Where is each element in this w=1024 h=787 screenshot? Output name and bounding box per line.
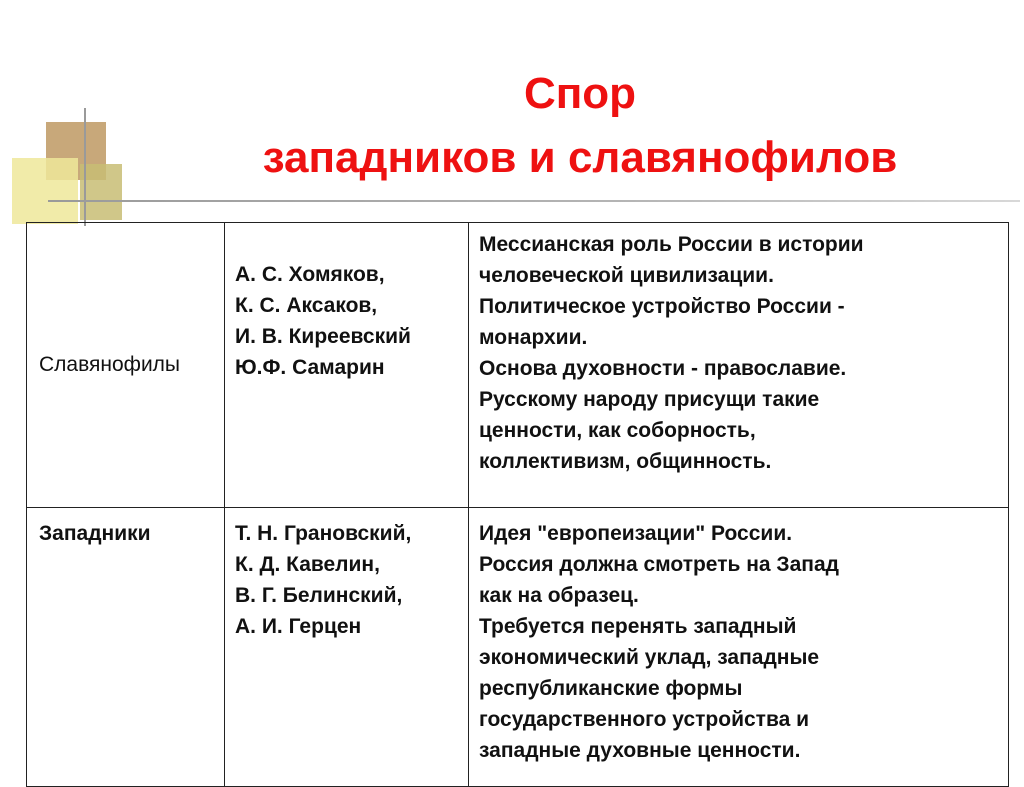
idea-line: Мессианская роль России в истории (479, 233, 864, 256)
decor-vertical-line (84, 108, 86, 226)
person-name: А. С. Хомяков, (235, 263, 385, 286)
table-row-westernizers (27, 508, 1009, 787)
group-cell (27, 223, 225, 508)
idea-line: как на образец. (479, 584, 639, 607)
slide-title-line-2: западников и славянофилов (262, 133, 898, 182)
people-cell (225, 508, 469, 787)
idea-line: человеческой цивилизации. (479, 264, 774, 287)
idea-line: Требуется перенять западный (479, 615, 797, 638)
person-name: К. С. Аксаков, (235, 294, 378, 317)
people-cell (225, 223, 469, 508)
idea-line: государственного устройства и (479, 708, 810, 731)
idea-line: Политическое устройство России - (479, 295, 845, 318)
person-name: В. Г. Белинский, (235, 584, 403, 607)
idea-line: Основа духовности - православие. (479, 357, 847, 380)
ideas-cell (469, 508, 1009, 787)
ideas-cell (469, 223, 1009, 508)
group-cell (27, 508, 225, 787)
idea-line: западные духовные ценности. (479, 739, 801, 762)
idea-line: ценности, как соборность, (479, 419, 756, 442)
idea-line: Россия должна смотреть на Запад (479, 553, 839, 576)
slide-title (160, 62, 1000, 190)
person-name: Т. Н. Грановский, (235, 522, 412, 545)
person-name: К. Д. Кавелин, (235, 553, 380, 576)
decor-square-yellow (12, 158, 78, 224)
decor-square-olive (80, 164, 122, 220)
idea-line: экономический уклад, западные (479, 646, 820, 669)
idea-line: Русскому народу присущи такие (479, 388, 820, 411)
person-name: И. В. Киреевский (235, 325, 411, 348)
person-name: А. И. Герцен (235, 615, 362, 638)
group-name: Западники (39, 522, 151, 545)
person-name: Ю.Ф. Самарин (235, 356, 385, 379)
idea-line: республиканские формы (479, 677, 743, 700)
table-row-slavophiles (27, 223, 1009, 508)
idea-line: Идея "европеизации" России. (479, 522, 793, 545)
idea-line: коллективизм, общинность. (479, 450, 772, 473)
group-name: Славянофилы (39, 352, 181, 376)
slide-title-line-1: Спор (523, 69, 637, 118)
comparison-table (26, 222, 1009, 787)
idea-line: монархии. (479, 326, 588, 349)
decor-horizontal-line (48, 200, 1020, 202)
